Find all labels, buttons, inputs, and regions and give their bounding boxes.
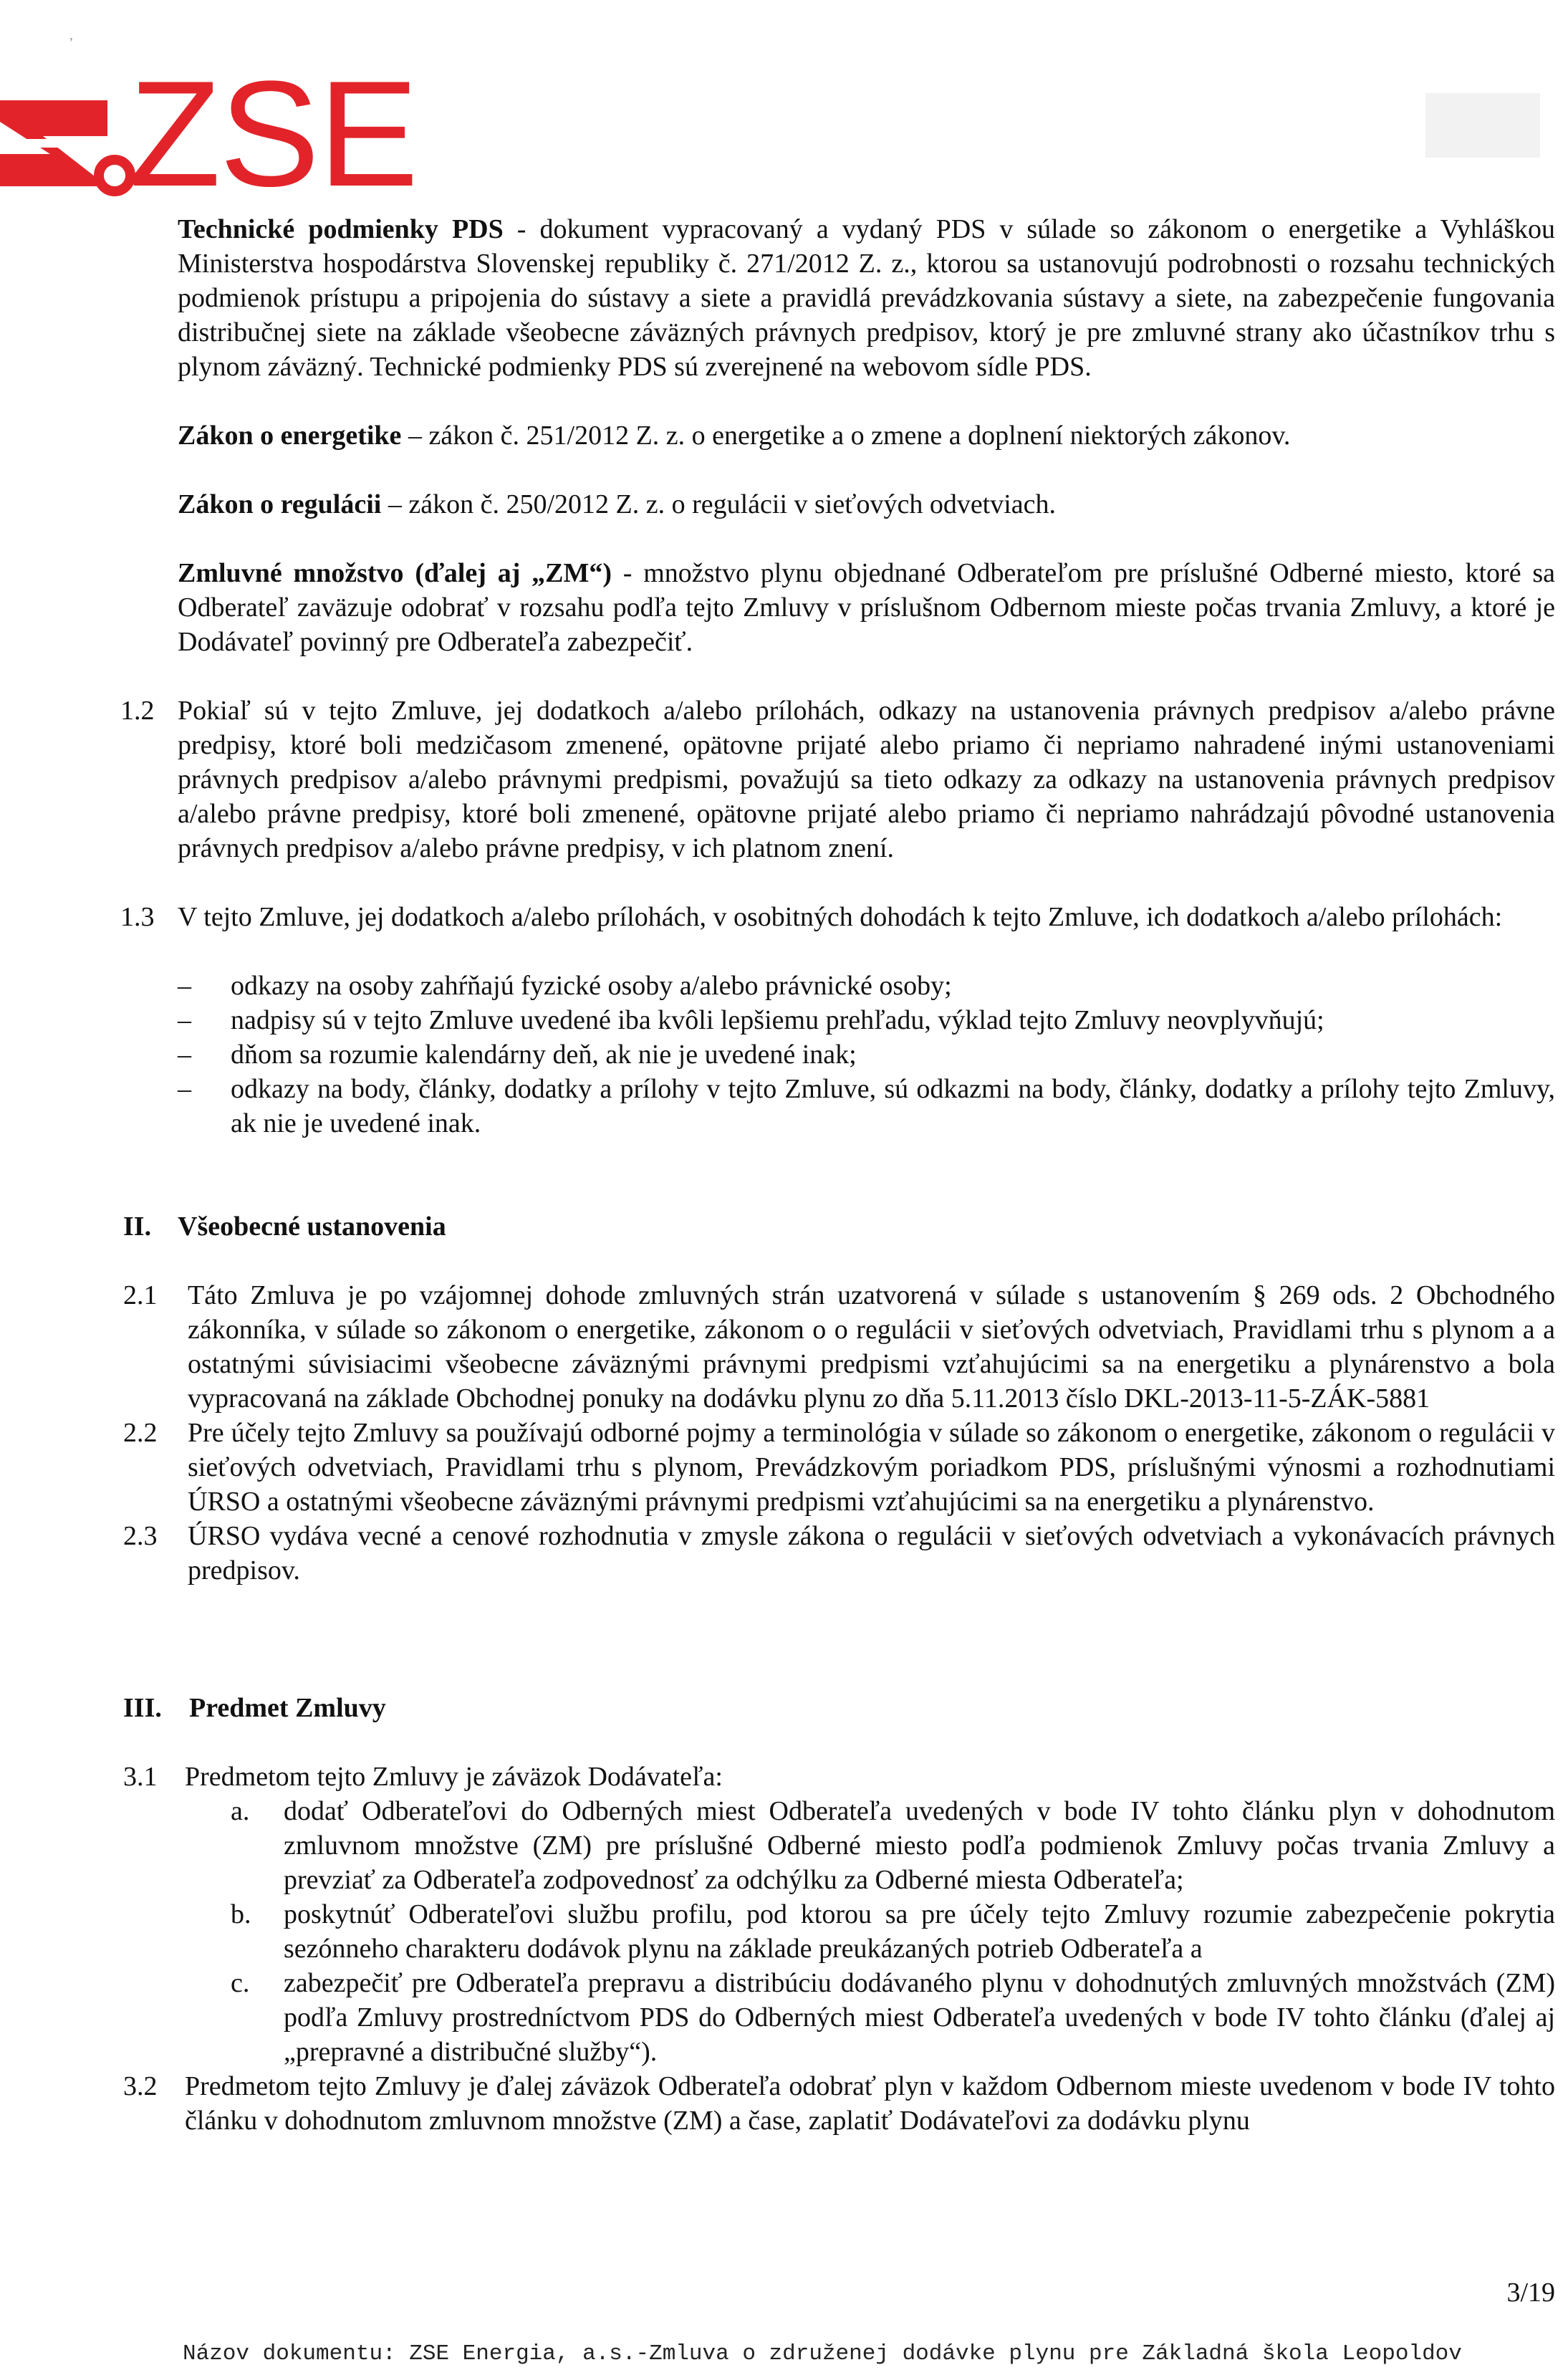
section-title: Predmet Zmluvy: [189, 1693, 386, 1723]
clause-1-2: [120, 694, 1555, 865]
clause-text: Predmetom tejto Zmluvy je ďalej záväzok Odberateľa odobrať plyn v každom Odbernom mieste uvedenom v bode IV tohto článku v dohodnutom zmluvnom množstve (ZM) a čase, zaplatiť Dodávateľovi za dodávku plynu: [185, 2071, 1555, 2136]
scan-mark: ‚: [69, 27, 74, 43]
clause-2-1: [123, 1278, 1555, 1416]
definition-text: množstvo plynu objednané Odberateľom pre príslušné Odberné miesto, ktoré sa Odberateľ zaväzuje odobrať v rozsahu podľa tejto Zmluvy v príslušnom Odbernom mieste počas trvania Zmluvy, a ktoré je Dodávateľ povinný pre Odberateľa zabezpečiť.: [178, 558, 1555, 657]
list-item-text: dodať Odberateľovi do Odberných miest Odberateľa uvedených v bode IV tohto článku plyn v dohodnutom zmluvnom množstve (ZM) pre príslušné Odberné miesto podľa podmienok Zmluvy počas trvania Zmluvy a prevziať za Odberateľa zodpovednosť za odchýlku za Odberné miesta Odberateľa;: [284, 1796, 1555, 1895]
list-item: – odkazy na body, články, dodatky a prílohy v tejto Zmluve, sú odkazmi na body, články, dodatky a prílohy tejto Zmluvy, ak nie je uvedené inak.: [178, 1072, 1555, 1141]
list-item-letter: c.: [231, 1968, 250, 1998]
clause-3-1: [123, 1760, 1555, 1794]
clause-text: ÚRSO vydáva vecné a cenové rozhodnutia v zmysle zákona o regulácii v sieťových odvetviach a vykonávacích právnych predpisov.: [188, 1521, 1555, 1585]
clause-number: 1.2: [120, 696, 155, 726]
definition-separator: –: [401, 421, 429, 451]
list-item-text: nadpisy sú v tejto Zmluve uvedené iba kvôli lepšiemu prehľadu, výklad tejto Zmluvy neovplyvňujú;: [231, 1005, 1324, 1035]
definition-separator: –: [381, 489, 409, 519]
definition-term: Zmluvné množstvo (ďalej aj „ZM“): [178, 558, 612, 588]
definitions-list: [178, 969, 1555, 1141]
definition-term: Zákon o energetike: [178, 421, 402, 451]
clause-3-2: [123, 2069, 1555, 2138]
clause-1-3: [120, 900, 1555, 934]
clause-number: 2.3: [123, 1521, 158, 1551]
list-item-text: odkazy na osoby zahŕňajú fyzické osoby a/alebo právnické osoby;: [231, 971, 952, 1001]
definition-text: dokument vypracovaný a vydaný PDS v súlade so zákonom o energetike a Vyhláškou Ministerstva hospodárstva Slovenskej republiky č. 271/2012 Z. z., ktorou sa ustanovujú podrobnosti o rozsahu technických podmienok prístupu a pripojenia do sústavy a siete a pravidlá prevádzkovania sústavy a siete, na zabezpečenie fungovania distribučnej siete na základe všeobecne záväzných právnych predpisov, ktorý je pre zmluvné strany ako účastníkov trhu s plynom záväzný. Technické podmienky PDS sú zverejnené na webovom sídle PDS.: [178, 214, 1555, 382]
clause-text: Predmetom tejto Zmluvy je záväzok Dodávateľa:: [185, 1762, 723, 1792]
definition-term: Zákon o regulácii: [178, 489, 382, 519]
zse-logo-text: ZSE: [129, 49, 418, 218]
definition-technicke-podmienky: [178, 212, 1555, 384]
definition-separator: -: [503, 214, 540, 244]
list-item-letter: a.: [231, 1796, 250, 1826]
clause-2-3: [123, 1519, 1555, 1588]
definition-zakon-o-regulacii: [178, 487, 1555, 522]
definition-zmluvne-mnozstvo: [178, 556, 1555, 659]
document-name-footer: Názov dokumentu: ZSE Energia, a.s.-Zmluva o združenej dodávke plynu pre Základná škola Leopoldov: [183, 2341, 1462, 2366]
clause-number: 3.1: [123, 1762, 158, 1792]
page-number: 3/19: [1506, 2278, 1555, 2308]
clause-text: Pokiaľ sú v tejto Zmluve, jej dodatkoch a/alebo prílohách, odkazy na ustanovenia právnych predpisov a/alebo právne predpisy, ktoré boli medzičasom zmenené, opätovne prijaté alebo priamo či nepriamo nahradené inými ustanoveniami právnych predpisov a/alebo právnymi predpismi, považujú sa tieto odkazy za odkazy na ustanovenia právnych predpisov a/alebo právne predpisy, ktoré boli zmenené, opätovne prijaté alebo priamo či nepriamo nahrádzajú pôvodné ustanovenia právnych predpisov a/alebo právne predpisy, v ich platnom znení.: [178, 696, 1555, 863]
list-item: [231, 1966, 1555, 2069]
definition-zakon-o-energetike: [178, 418, 1555, 453]
list-item-text: dňom sa rozumie kalendárny deň, ak nie je uvedené inak;: [231, 1040, 857, 1070]
list-item-letter: b.: [231, 1899, 251, 1929]
list-item-text: zabezpečiť pre Odberateľa prepravu a distribúciu dodávaného plynu v dohodnutých zmluvných množstvách (ZM) podľa Zmluvy prostredníctvom PDS do Odberných miest Odberateľa uvedených v bode IV tohto článku (ďalej aj „prepravné a distribučné služby“).: [284, 1968, 1555, 2067]
definition-term: Technické podmienky PDS: [178, 214, 504, 244]
list-item: [231, 1794, 1555, 1897]
clause-number: 1.3: [120, 902, 155, 932]
zse-logo: [0, 49, 418, 218]
clause-text: Pre účely tejto Zmluvy sa používajú odborné pojmy a terminológia v súlade so zákonom o energetike, zákonom o regulácii v sieťových odvetviach, Pravidlami trhu s plynom, Prevádzkovým poriadkom PDS, príslušnými výnosmi a rozhodnutiami ÚRSO a ostatnými všeobecne záväznými právnymi predpismi vzťahujúcimi sa na energetiku a plynárenstvo.: [188, 1418, 1555, 1517]
section-number: III.: [123, 1693, 162, 1723]
section-heading-ii: [123, 1209, 1568, 1244]
clause-number: 2.2: [123, 1418, 158, 1448]
list-item-text: odkazy na body, články, dodatky a prílohy v tejto Zmluve, sú odkazmi na body, články, dodatky a prílohy tejto Zmluvy, ak nie je uvedené inak.: [231, 1074, 1555, 1138]
list-item: – nadpisy sú v tejto Zmluve uvedené iba kvôli lepšiemu prehľadu, výklad tejto Zmluvy neovplyvňujú;: [178, 1003, 1555, 1037]
clause-text: Táto Zmluva je po vzájomnej dohode zmluvných strán uzatvorená v súlade s ustanovením § 269 ods. 2 Obchodného zákonníka, v súlade so zákonom o energetike, zákonom o o regulácii v sieťových odvetviach, Pravidlami trhu s plynom a a ostatnými súvisiacimi všeobecne záväznými právnymi predpismi vzťahujúcimi sa na energetiku a plynárenstvo a bola vypracovaná na základe Obchodnej ponuky na dodávku plynu zo dňa 5.11.2013 číslo DKL-2013-11-5-ZÁK-5881: [188, 1280, 1555, 1414]
zse-logo-mark-icon: [0, 93, 136, 201]
scan-shading: [1425, 93, 1540, 158]
list-item-text: poskytnúť Odberateľovi službu profilu, pod ktorou sa pre účely tejto Zmluvy rozumie zabezpečenie pokrytia sezónneho charakteru dodávok plynu na základe preukázaných potrieb Odberateľa a: [284, 1899, 1555, 1964]
list-item: – dňom sa rozumie kalendárny deň, ak nie je uvedené inak;: [178, 1037, 1555, 1072]
clause-number: 3.2: [123, 2071, 158, 2101]
definition-separator: -: [612, 558, 644, 588]
clause-number: 2.1: [123, 1280, 158, 1310]
clause-2-2: [123, 1416, 1555, 1519]
clause-text: V tejto Zmluve, jej dodatkoch a/alebo prílohách, v osobitných dohodách k tejto Zmluve, ich dodatkoch a/alebo prílohách:: [178, 902, 1503, 932]
definition-text: zákon č. 251/2012 Z. z. o energetike a o zmene a doplnení niektorých zákonov.: [428, 421, 1291, 451]
section-heading-iii: [123, 1691, 1568, 1725]
list-item: [231, 1897, 1555, 1966]
section-number: II.: [123, 1212, 152, 1242]
definition-text: zákon č. 250/2012 Z. z. o regulácii v sieťových odvetviach.: [408, 489, 1057, 519]
section-title: Všeobecné ustanovenia: [178, 1212, 446, 1242]
list-item: – odkazy na osoby zahŕňajú fyzické osoby a/alebo právnické osoby;: [178, 969, 1555, 1003]
document-body: [0, 212, 1568, 2138]
